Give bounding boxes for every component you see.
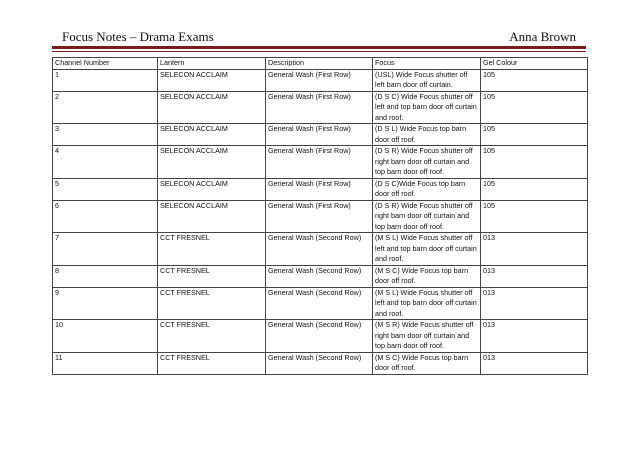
table-row bbox=[53, 178, 588, 200]
cell-focus: (USL) Wide Focus shutter off left barn door off curtain. bbox=[373, 69, 481, 91]
table-row bbox=[53, 352, 588, 374]
document-title: Focus Notes – Drama Exams bbox=[62, 29, 214, 44]
column-header-lantern: Lantern bbox=[158, 58, 266, 70]
cell-channel: 9 bbox=[53, 287, 158, 320]
header-rule-thick bbox=[52, 46, 586, 49]
cell-lantern: CCT FRESNEL bbox=[158, 287, 266, 320]
cell-focus: (D S R) Wide Focus shutter off right barn door off curtain and top barn door off roof. bbox=[373, 146, 481, 179]
cell-focus: (D S C)Wide Focus top barn door off roof. bbox=[373, 178, 481, 200]
table-row bbox=[53, 124, 588, 146]
header-rule-thin bbox=[52, 51, 586, 52]
cell-gel-colour: 013 bbox=[481, 287, 588, 320]
column-header-description: Description bbox=[266, 58, 373, 70]
cell-gel-colour: 013 bbox=[481, 352, 588, 374]
cell-description: General Wash (First Row) bbox=[266, 69, 373, 91]
cell-focus: (D S L) Wide Focus top barn door off roof. bbox=[373, 124, 481, 146]
cell-lantern: CCT FRESNEL bbox=[158, 320, 266, 353]
table-row bbox=[53, 233, 588, 266]
cell-lantern: CCT FRESNEL bbox=[158, 352, 266, 374]
cell-description: General Wash (First Row) bbox=[266, 124, 373, 146]
cell-description: General Wash (First Row) bbox=[266, 178, 373, 200]
cell-gel-colour: 105 bbox=[481, 178, 588, 200]
cell-channel: 11 bbox=[53, 352, 158, 374]
cell-lantern: SELECON ACCLAIM bbox=[158, 124, 266, 146]
table-row bbox=[53, 200, 588, 233]
table-row bbox=[53, 91, 588, 124]
cell-lantern: CCT FRESNEL bbox=[158, 233, 266, 266]
table-row bbox=[53, 265, 588, 287]
cell-description: General Wash (Second Row) bbox=[266, 287, 373, 320]
cell-description: General Wash (First Row) bbox=[266, 146, 373, 179]
cell-channel: 7 bbox=[53, 233, 158, 266]
cell-focus: (M S C) Wide Focus top barn door off roof. bbox=[373, 352, 481, 374]
cell-channel: 1 bbox=[53, 69, 158, 91]
cell-lantern: CCT FRESNEL bbox=[158, 265, 266, 287]
page-header bbox=[52, 26, 586, 46]
table-row bbox=[53, 320, 588, 353]
cell-focus: (D S R) Wide Focus shutter off right barn door off curtain and top barn door off roof. bbox=[373, 200, 481, 233]
cell-lantern: SELECON ACCLAIM bbox=[158, 91, 266, 124]
cell-lantern: SELECON ACCLAIM bbox=[158, 146, 266, 179]
cell-gel-colour: 105 bbox=[481, 200, 588, 233]
cell-gel-colour: 105 bbox=[481, 91, 588, 124]
cell-gel-colour: 105 bbox=[481, 124, 588, 146]
cell-focus: (M S L) Wide Focus shutter off left and top barn door off curtain and roof. bbox=[373, 287, 481, 320]
cell-gel-colour: 013 bbox=[481, 320, 588, 353]
cell-lantern: SELECON ACCLAIM bbox=[158, 200, 266, 233]
cell-focus: (M S R) Wide Focus shutter off right barn door off curtain and top barn door off roof. bbox=[373, 320, 481, 353]
cell-description: General Wash (First Row) bbox=[266, 91, 373, 124]
cell-description: General Wash (Second Row) bbox=[266, 352, 373, 374]
cell-channel: 8 bbox=[53, 265, 158, 287]
cell-lantern: SELECON ACCLAIM bbox=[158, 69, 266, 91]
column-header-focus: Focus bbox=[373, 58, 481, 70]
cell-channel: 10 bbox=[53, 320, 158, 353]
table-row bbox=[53, 146, 588, 179]
column-header-channel: Channel Number bbox=[53, 58, 158, 70]
table-row bbox=[53, 287, 588, 320]
cell-focus: (D S C) Wide Focus shutter off left and top barn door off curtain and roof. bbox=[373, 91, 481, 124]
column-header-gel-colour: Gel Colour bbox=[481, 58, 588, 70]
cell-channel: 4 bbox=[53, 146, 158, 179]
cell-lantern: SELECON ACCLAIM bbox=[158, 178, 266, 200]
cell-description: General Wash (Second Row) bbox=[266, 320, 373, 353]
cell-channel: 5 bbox=[53, 178, 158, 200]
cell-gel-colour: 013 bbox=[481, 265, 588, 287]
cell-gel-colour: 105 bbox=[481, 146, 588, 179]
cell-channel: 6 bbox=[53, 200, 158, 233]
cell-description: General Wash (Second Row) bbox=[266, 265, 373, 287]
cell-focus: (M S C) Wide Focus top barn door off roof. bbox=[373, 265, 481, 287]
cell-gel-colour: 105 bbox=[481, 69, 588, 91]
author-name: Anna Brown bbox=[509, 29, 576, 44]
table-row bbox=[53, 69, 588, 91]
cell-description: General Wash (First Row) bbox=[266, 200, 373, 233]
cell-channel: 2 bbox=[53, 91, 158, 124]
cell-channel: 3 bbox=[53, 124, 158, 146]
cell-focus: (M S L) Wide Focus shutter off left and top barn door off curtain and roof. bbox=[373, 233, 481, 266]
table-header-row bbox=[53, 58, 588, 70]
cell-gel-colour: 013 bbox=[481, 233, 588, 266]
cell-description: General Wash (Second Row) bbox=[266, 233, 373, 266]
focus-notes-table bbox=[52, 57, 588, 375]
